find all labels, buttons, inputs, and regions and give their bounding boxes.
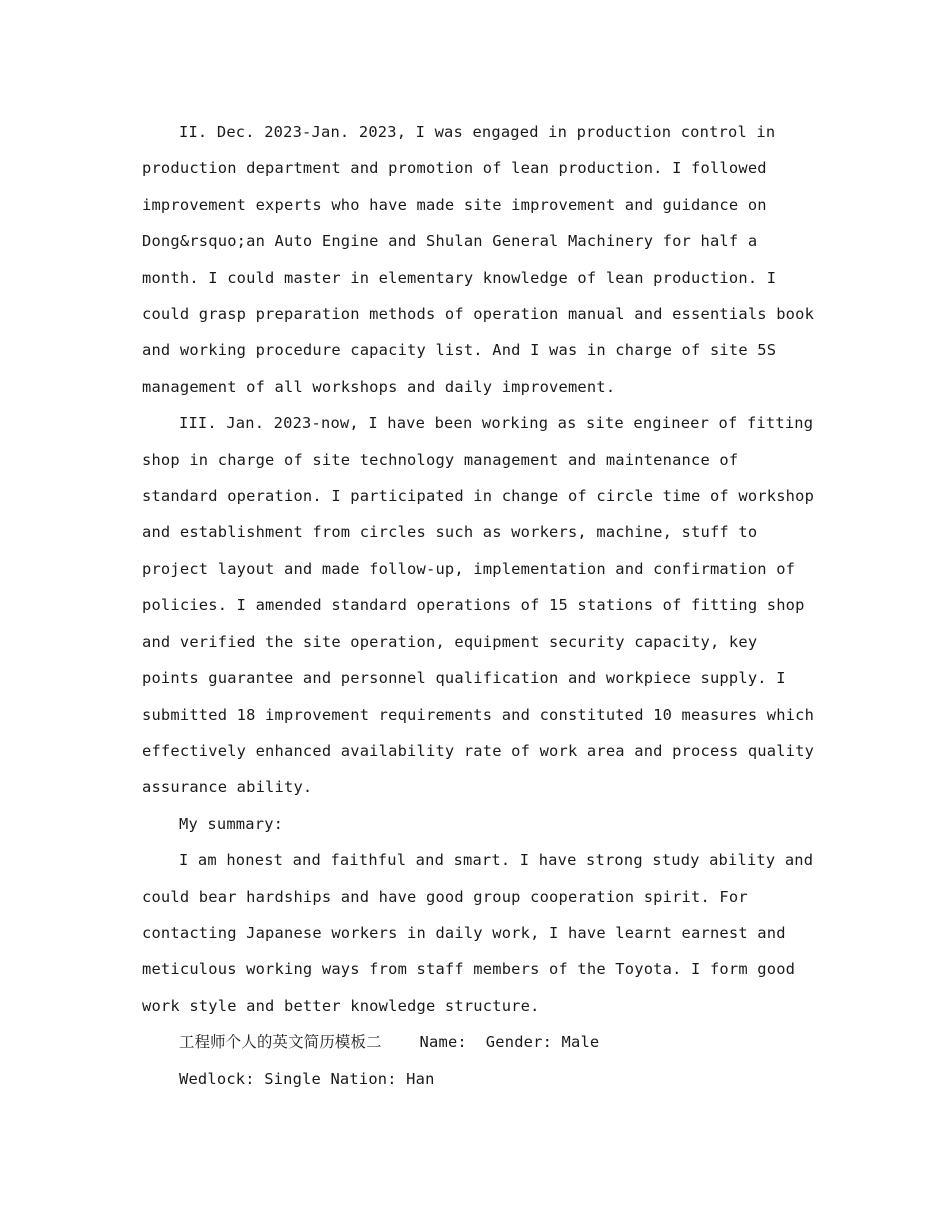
text-line: Dong&rsquo;an Auto Engine and Shulan General Machinery for half a [142,232,758,251]
paragraph-work-experience-2 [142,114,815,405]
summary-heading [142,806,810,842]
text-line: month. I could master in elementary knowledge of lean production. I [142,268,777,287]
template-title-line [142,1024,810,1060]
text-line: management of all workshops and daily improvement. [142,377,616,396]
paragraph-work-experience-3 [142,405,815,805]
text-line: work style and better knowledge structure. [142,996,540,1015]
text-line: 工程师个人的英文简历模板二 Name: Gender: Male [179,1033,600,1052]
text-line: standard operation. I participated in change of circle time of workshop [142,487,815,506]
text-line: My summary: [179,814,284,833]
text-line: effectively enhanced availability rate of work area and process quality [142,741,815,760]
personal-info-line [142,1061,810,1097]
text-line: assurance ability. [142,778,313,797]
text-line: II. Dec. 2023-Jan. 2023, I was engaged in production control in [179,123,776,141]
text-line: points guarantee and personnel qualification and workpiece supply. I [142,669,786,688]
text-line: submitted 18 improvement requirements and constituted 10 measures which [142,705,815,724]
text-line: policies. I amended standard operations of 15 stations of fitting shop [142,596,805,615]
text-line: I am honest and faithful and smart. I have strong study ability and [179,851,814,870]
text-line: Wedlock: Single Nation: Han [179,1069,435,1088]
text-line: shop in charge of site technology management and maintenance of [142,450,739,469]
text-line: III. Jan. 2023-now, I have been working as site engineer of fitting [179,414,814,433]
text-line: production department and promotion of lean production. I followed [142,159,767,178]
text-line: and verified the site operation, equipment security capacity, key [142,632,758,651]
text-line: meticulous working ways from staff members of the Toyota. I form good [142,960,796,979]
text-line: could bear hardships and have good group cooperation spirit. For [142,887,748,906]
text-line: and establishment from circles such as workers, machine, stuff to [142,523,758,542]
text-line: project layout and made follow-up, implementation and confirmation of [142,559,796,578]
text-line: and working procedure capacity list. And I was in charge of site 5S [142,341,777,360]
text-line: could grasp preparation methods of operation manual and essentials book [142,305,815,324]
text-line: improvement experts who have made site improvement and guidance on [142,195,767,214]
document-body [142,114,815,1097]
paragraph-summary [142,842,814,1024]
text-line: contacting Japanese workers in daily work, I have learnt earnest and [142,923,786,942]
